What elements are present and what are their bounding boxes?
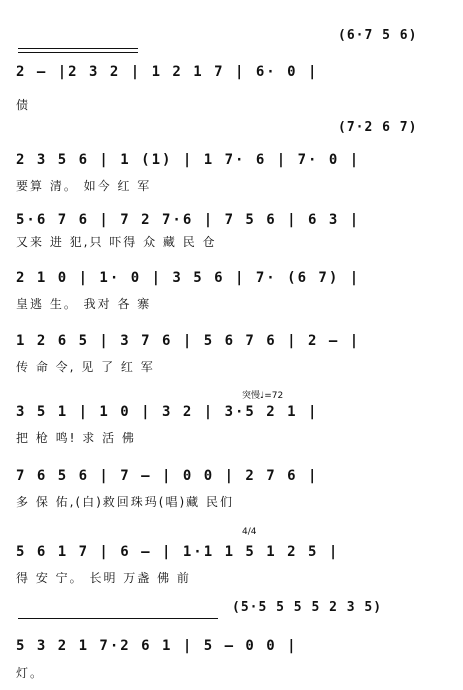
notation-line: 2 3 5 6 | 1 (1) | 1 7· 6 | 7· 0 |	[16, 152, 361, 168]
notation-line: 7 6 5 6 | 7 — | 0 0 | 2 7 6 |	[16, 468, 319, 484]
notation-line: 1 2 6 5 | 3 7 6 | 5 6 7 6 | 2 — |	[16, 333, 361, 349]
tempo-marking: 突慢♩=72	[242, 391, 284, 401]
notation-line: 2 — |2 3 2 | 1 2 1 7 | 6· 0 |	[16, 64, 319, 80]
annotation: (6·7 5 6)	[338, 28, 418, 43]
time-signature: 4/4	[242, 527, 257, 537]
notation-line: 5 6 1 7 | 6 — | 1·1 1 5 1 2 5 |	[16, 544, 340, 560]
lyrics-line: 多 保 佑,(白)救回珠玛(唱)藏 民们	[16, 495, 234, 509]
notation-line: 5·6 7 6 | 7 2 7·6 | 7 5 6 | 6 3 |	[16, 212, 361, 228]
lyrics-line: 传 命 令, 见 了 红 军	[16, 360, 155, 374]
lyrics-line: 把 枪 鸣! 求 活 佛	[16, 431, 136, 445]
notation-line: 2 1 0 | 1· 0 | 3 5 6 | 7· (6 7) |	[16, 270, 361, 286]
lyrics-line: 皇逃 生。 我对 各 寨	[16, 297, 152, 311]
lyrics-line: 得 安 宁。 长明 万盏 佛 前	[16, 571, 191, 585]
lyrics-line: 灯。	[16, 666, 45, 680]
bracket-rule	[18, 618, 218, 619]
lyrics-line: 债	[16, 98, 31, 112]
lyrics-line: 又来 进 犯,只 吓得 众 藏 民 仓	[16, 235, 217, 249]
notation-line: 5 3 2 1 7·2 6 1 | 5 — 0 0 |	[16, 638, 298, 654]
annotation: (5·5 5 5 5 2 3 5)	[232, 600, 383, 615]
top-rule	[18, 48, 138, 49]
notation-line: 3 5 1 | 1 0 | 3 2 | 3·5 2 1 |	[16, 404, 319, 420]
lyrics-line: 要算 清。 如今 红 军	[16, 179, 152, 193]
top-rule	[18, 52, 138, 53]
annotation: (7·2 6 7)	[338, 120, 418, 135]
